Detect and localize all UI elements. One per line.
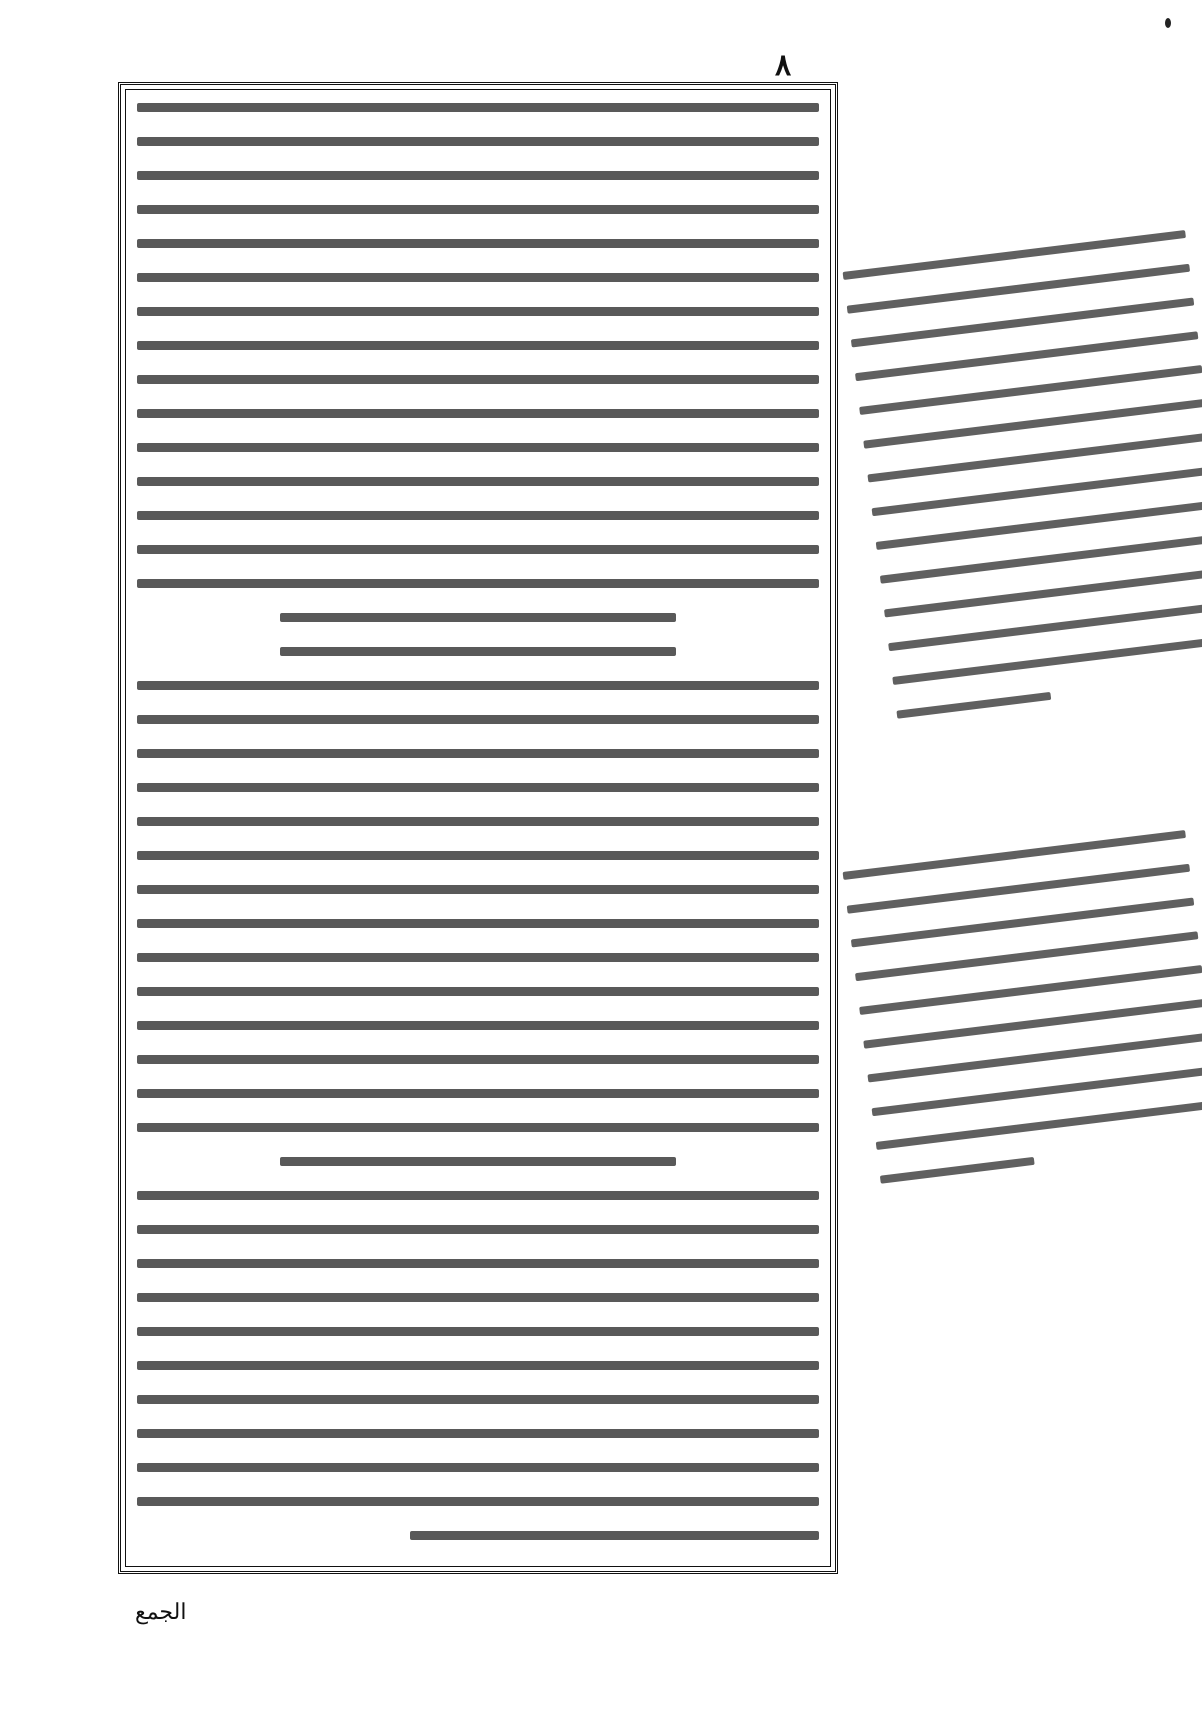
text-line — [137, 1225, 819, 1234]
margin-line — [896, 692, 1051, 719]
text-line — [137, 817, 819, 826]
text-line — [137, 375, 819, 384]
text-line — [137, 987, 819, 996]
text-line — [137, 579, 819, 588]
text-line — [137, 783, 819, 792]
text-line — [410, 1531, 819, 1540]
text-line — [137, 103, 819, 112]
catchword: الجمع — [135, 1600, 187, 1625]
page-number: ٨ — [775, 48, 792, 83]
text-line — [280, 647, 676, 656]
margin-note-upper — [843, 230, 1202, 744]
text-line — [137, 307, 819, 316]
text-line — [137, 1055, 819, 1064]
text-line — [137, 1259, 819, 1268]
text-line — [137, 341, 819, 350]
text-line — [137, 239, 819, 248]
text-line — [137, 953, 819, 962]
text-line — [137, 681, 819, 690]
text-line — [137, 443, 819, 452]
main-text-frame — [118, 82, 838, 1574]
text-line — [137, 715, 819, 724]
text-line — [137, 545, 819, 554]
text-line — [137, 1123, 819, 1132]
text-line — [137, 205, 819, 214]
text-line — [137, 1327, 819, 1336]
text-line — [137, 885, 819, 894]
text-line — [137, 511, 819, 520]
text-line — [137, 171, 819, 180]
margin-note-lower — [843, 830, 1202, 1210]
text-line — [280, 1157, 676, 1166]
text-line — [137, 1395, 819, 1404]
text-line — [137, 919, 819, 928]
text-line — [137, 273, 819, 282]
text-line — [137, 1089, 819, 1098]
text-line — [137, 1293, 819, 1302]
text-line — [137, 851, 819, 860]
text-line — [137, 749, 819, 758]
margin-line — [880, 1157, 1035, 1184]
text-line — [280, 613, 676, 622]
text-line — [137, 1497, 819, 1506]
text-line — [137, 409, 819, 418]
text-line — [137, 1361, 819, 1370]
speck-mark — [1165, 18, 1171, 28]
text-line — [137, 137, 819, 146]
text-line — [137, 1021, 819, 1030]
text-line — [137, 477, 819, 486]
text-line — [137, 1429, 819, 1438]
text-line — [137, 1463, 819, 1472]
text-line — [137, 1191, 819, 1200]
